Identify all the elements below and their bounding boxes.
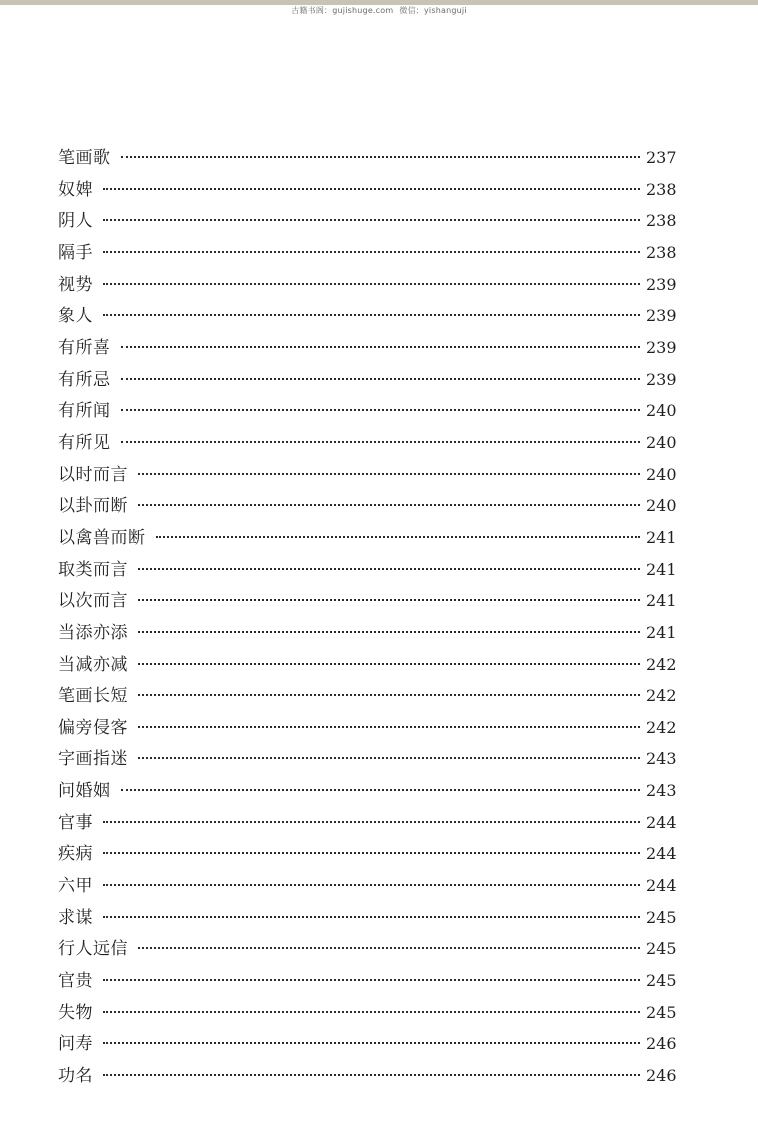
toc-entry[interactable] (58, 237, 676, 269)
dot-leader (103, 283, 640, 285)
toc-entry-page: 242 (646, 717, 677, 737)
toc-entry[interactable] (58, 1060, 676, 1092)
toc-entry-title: 隔手 (58, 242, 93, 263)
toc-entry-title: 阴人 (58, 211, 93, 232)
dot-leader (138, 663, 640, 665)
toc-entry[interactable] (58, 680, 676, 712)
toc-entry-page: 239 (646, 274, 677, 294)
toc-entry-page: 239 (646, 337, 677, 357)
toc-entry-title: 当减亦减 (58, 654, 128, 675)
dot-leader (138, 694, 640, 696)
toc-entry[interactable] (58, 965, 676, 997)
toc-entry[interactable] (58, 490, 676, 522)
dot-leader (138, 726, 640, 728)
dot-leader (103, 852, 640, 854)
toc-entry-title: 当添亦添 (58, 622, 128, 643)
top-border-band (0, 0, 758, 5)
toc-entry-page: 240 (646, 401, 677, 421)
dot-leader (138, 568, 640, 570)
toc-entry-page: 246 (646, 1066, 677, 1086)
toc-entry[interactable] (58, 427, 676, 459)
toc-entry-title: 官事 (58, 812, 93, 833)
toc-entry-title: 问寿 (58, 1034, 93, 1055)
toc-entry-page: 244 (646, 844, 677, 864)
toc-entry-page: 241 (646, 622, 677, 642)
dot-leader (138, 757, 640, 759)
toc-entry-page: 245 (646, 939, 677, 959)
toc-entry-page: 239 (646, 306, 677, 326)
toc-entry[interactable] (58, 332, 676, 364)
toc-entry-page: 242 (646, 686, 677, 706)
dot-leader (138, 599, 640, 601)
toc-entry-page: 238 (646, 242, 677, 262)
dot-leader (121, 409, 641, 411)
toc-entry-page: 241 (646, 527, 677, 547)
dot-leader (121, 156, 641, 158)
dot-leader (138, 947, 640, 949)
toc-entry-title: 失物 (58, 1002, 93, 1023)
toc-entry-page: 241 (646, 591, 677, 611)
dot-leader (138, 473, 640, 475)
dot-leader (121, 346, 641, 348)
toc-entry-title: 象人 (58, 306, 93, 327)
toc-entry-title: 笔画长短 (58, 686, 128, 707)
toc-entry-page: 238 (646, 211, 677, 231)
watermark (0, 6, 758, 16)
toc-entry-page: 240 (646, 432, 677, 452)
table-of-contents (58, 142, 676, 1092)
toc-entry-page: 246 (646, 1034, 677, 1054)
toc-entry-page: 245 (646, 907, 677, 927)
toc-entry-title: 有所喜 (58, 337, 111, 358)
toc-entry-page: 243 (646, 781, 677, 801)
dot-leader (103, 1074, 640, 1076)
dot-leader (103, 188, 640, 190)
toc-entry[interactable] (58, 649, 676, 681)
toc-entry[interactable] (58, 269, 676, 301)
toc-entry-title: 问婚姻 (58, 781, 111, 802)
toc-entry-title: 偏旁侵客 (58, 717, 128, 738)
toc-entry-page: 245 (646, 1002, 677, 1022)
toc-entry[interactable] (58, 933, 676, 965)
toc-entry-title: 有所闻 (58, 401, 111, 422)
toc-entry-title: 取类而言 (58, 559, 128, 580)
dot-leader (138, 631, 640, 633)
toc-entry-title: 以卦而断 (58, 496, 128, 517)
toc-entry-page: 244 (646, 876, 677, 896)
toc-entry[interactable] (58, 554, 676, 586)
watermark-site: 古籍书阁：gujishuge.com (291, 6, 394, 15)
toc-entry-title: 奴婢 (58, 179, 93, 200)
toc-entry-title: 六甲 (58, 876, 93, 897)
toc-entry-title: 有所见 (58, 432, 111, 453)
toc-entry-page: 241 (646, 559, 677, 579)
toc-entry[interactable] (58, 902, 676, 934)
toc-entry-title: 以禽兽而断 (58, 527, 146, 548)
toc-entry-title: 求谋 (58, 907, 93, 928)
dot-leader (121, 378, 641, 380)
dot-leader (103, 916, 640, 918)
toc-entry[interactable] (58, 205, 676, 237)
dot-leader (103, 821, 640, 823)
toc-entry[interactable] (58, 585, 676, 617)
toc-entry[interactable] (58, 459, 676, 491)
dot-leader (156, 536, 641, 538)
toc-entry-title: 疾病 (58, 844, 93, 865)
toc-entry[interactable] (58, 395, 676, 427)
toc-entry[interactable] (58, 174, 676, 206)
toc-entry[interactable] (58, 838, 676, 870)
toc-entry-page: 238 (646, 179, 677, 199)
dot-leader (103, 251, 640, 253)
watermark-wechat: 微信：yishanguji (399, 6, 467, 15)
toc-entry-title: 以时而言 (58, 464, 128, 485)
toc-entry-title: 字画指迷 (58, 749, 128, 770)
toc-entry[interactable] (58, 807, 676, 839)
toc-entry-title: 视势 (58, 274, 93, 295)
toc-entry[interactable] (58, 617, 676, 649)
toc-entry-page: 243 (646, 749, 677, 769)
toc-entry-title: 以次而言 (58, 591, 128, 612)
dot-leader (103, 979, 640, 981)
toc-entry[interactable] (58, 743, 676, 775)
toc-entry[interactable] (58, 997, 676, 1029)
toc-entry[interactable] (58, 775, 676, 807)
toc-entry-page: 244 (646, 812, 677, 832)
toc-entry-title: 有所忌 (58, 369, 111, 390)
toc-entry-page: 242 (646, 654, 677, 674)
toc-entry[interactable] (58, 712, 676, 744)
dot-leader (121, 789, 641, 791)
toc-entry[interactable] (58, 142, 676, 174)
toc-entry[interactable] (58, 522, 676, 554)
toc-entry-page: 240 (646, 496, 677, 516)
toc-entry-page: 239 (646, 369, 677, 389)
toc-entry-page: 237 (646, 148, 677, 167)
dot-leader (103, 1011, 640, 1013)
dot-leader (138, 504, 640, 506)
toc-entry[interactable] (58, 1028, 676, 1060)
toc-entry[interactable] (58, 364, 676, 396)
toc-entry-title: 功名 (58, 1066, 93, 1087)
dot-leader (103, 884, 640, 886)
dot-leader (121, 441, 641, 443)
dot-leader (103, 219, 640, 221)
toc-entry-page: 245 (646, 971, 677, 991)
toc-entry-title: 行人远信 (58, 939, 128, 960)
dot-leader (103, 1042, 640, 1044)
toc-entry[interactable] (58, 870, 676, 902)
dot-leader (103, 314, 640, 316)
toc-entry-page: 240 (646, 464, 677, 484)
toc-entry-title: 官贵 (58, 971, 93, 992)
toc-entry-title: 笔画歌 (58, 148, 111, 168)
toc-entry[interactable] (58, 300, 676, 332)
